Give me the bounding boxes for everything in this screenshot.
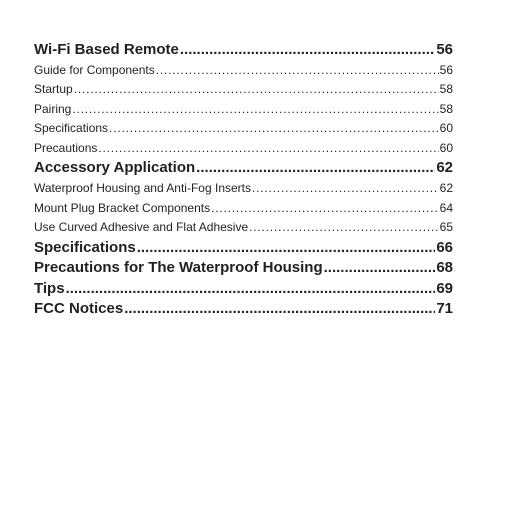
dot-leader — [211, 199, 439, 219]
toc-entry — [34, 158, 453, 179]
toc-entry-title: Specifications — [34, 238, 136, 256]
dot-leader — [324, 258, 436, 279]
toc-entry-page: 56 — [436, 41, 453, 58]
toc-entry — [34, 258, 453, 279]
toc-entry-title: Precautions for The Waterproof Housing — [34, 259, 323, 277]
toc-entry — [34, 61, 453, 81]
dot-leader — [72, 100, 438, 120]
dot-leader — [180, 40, 435, 61]
toc-entry-page: 56 — [439, 62, 453, 77]
toc-entry — [34, 80, 453, 100]
toc-entry-page: 65 — [439, 220, 453, 235]
toc-entry-title: Waterproof Housing and Anti-Fog Inserts — [34, 180, 251, 195]
dot-leader — [196, 158, 435, 179]
toc-entry — [34, 199, 453, 219]
toc-entry-title: Specifications — [34, 121, 109, 136]
dot-leader — [156, 61, 439, 81]
dot-leader — [74, 80, 439, 100]
dot-leader — [124, 299, 435, 320]
toc-entry-title: Accessory Application — [34, 159, 196, 177]
toc-entry-title: Precautions — [34, 140, 98, 155]
toc-entry-page: 60 — [439, 121, 453, 136]
toc-entry-page: 60 — [439, 140, 453, 155]
dot-leader — [137, 238, 436, 259]
dot-leader — [66, 279, 436, 300]
toc-entry-title: Wi-Fi Based Remote — [34, 41, 179, 58]
dot-leader — [252, 179, 439, 199]
toc-entry-page: 62 — [436, 159, 453, 177]
toc-entry — [34, 299, 453, 320]
toc-entry-title: Mount Plug Bracket Components — [34, 200, 211, 215]
toc-entry-page: 71 — [436, 300, 453, 318]
dot-leader — [98, 139, 438, 159]
toc-entry-page: 66 — [436, 238, 453, 256]
toc-entry — [34, 218, 453, 238]
toc-entry — [34, 40, 453, 61]
toc-entry-page: 69 — [436, 279, 453, 297]
toc-entry — [34, 279, 453, 300]
toc-entry-page: 62 — [439, 180, 453, 195]
toc-entry-title: Tips — [34, 279, 65, 297]
table-of-contents — [34, 40, 453, 320]
toc-entry-title: Use Curved Adhesive and Flat Adhesive — [34, 220, 249, 235]
toc-entry-title: Startup — [34, 82, 73, 97]
toc-entry-title: Pairing — [34, 101, 72, 116]
toc-entry — [34, 139, 453, 159]
toc-entry-title: FCC Notices — [34, 300, 124, 318]
toc-entry-page: 58 — [439, 101, 453, 116]
toc-entry-title: Guide for Components — [34, 62, 155, 77]
toc-entry — [34, 119, 453, 139]
toc-entry-page: 64 — [439, 200, 453, 215]
toc-entry-page: 58 — [439, 82, 453, 97]
toc-entry — [34, 238, 453, 259]
dot-leader — [109, 119, 439, 139]
toc-entry — [34, 100, 453, 120]
toc-entry — [34, 179, 453, 199]
toc-entry-page: 68 — [436, 259, 453, 277]
dot-leader — [249, 218, 439, 238]
